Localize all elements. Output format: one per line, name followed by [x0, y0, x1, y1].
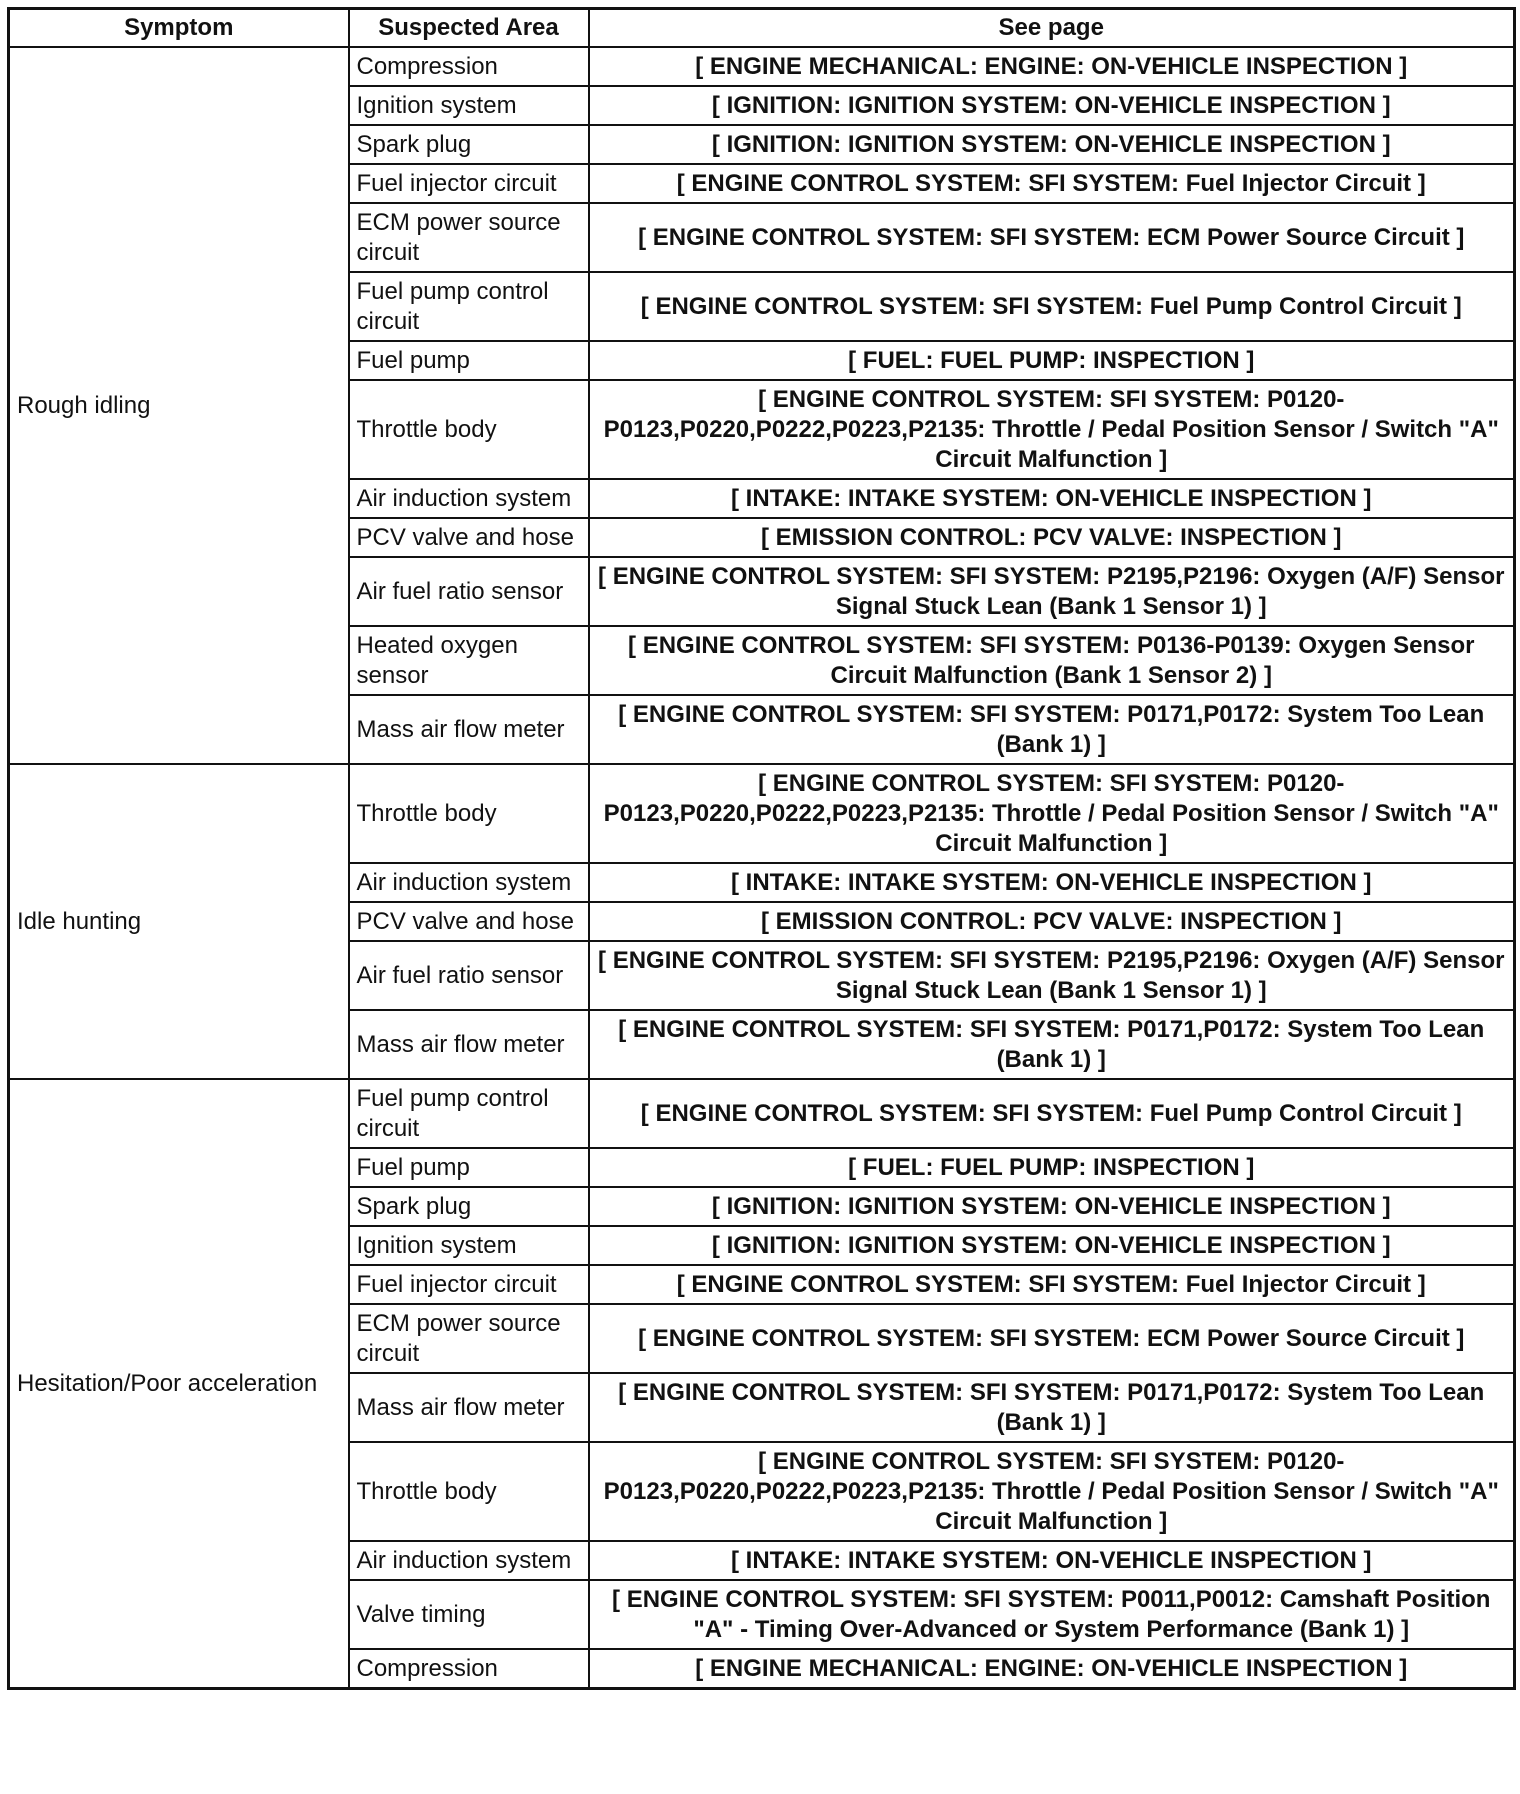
- table-header-row: [9, 9, 1515, 48]
- suspected-area-cell: Mass air flow meter: [349, 1373, 589, 1442]
- symptom-table: [7, 7, 1516, 1690]
- suspected-area-cell: PCV valve and hose: [349, 902, 589, 941]
- suspected-area-cell: ECM power source circuit: [349, 1304, 589, 1373]
- see-page-link[interactable]: [ INTAKE: INTAKE SYSTEM: ON-VEHICLE INSPECTION ]: [589, 479, 1515, 518]
- suspected-area-cell: ECM power source circuit: [349, 203, 589, 272]
- see-page-link[interactable]: [ ENGINE CONTROL SYSTEM: SFI SYSTEM: ECM Power Source Circuit ]: [589, 203, 1515, 272]
- see-page-link[interactable]: [ IGNITION: IGNITION SYSTEM: ON-VEHICLE INSPECTION ]: [589, 86, 1515, 125]
- see-page-link[interactable]: [ FUEL: FUEL PUMP: INSPECTION ]: [589, 341, 1515, 380]
- suspected-area-cell: Air induction system: [349, 863, 589, 902]
- suspected-area-cell: Spark plug: [349, 1187, 589, 1226]
- see-page-link[interactable]: [ ENGINE CONTROL SYSTEM: SFI SYSTEM: P0011,P0012: Camshaft Position "A" - Timing Over-Advanced or System Performance (Bank 1) ]: [589, 1580, 1515, 1649]
- see-page-link[interactable]: [ ENGINE CONTROL SYSTEM: SFI SYSTEM: ECM Power Source Circuit ]: [589, 1304, 1515, 1373]
- suspected-area-cell: Air induction system: [349, 1541, 589, 1580]
- suspected-area-cell: Throttle body: [349, 1442, 589, 1541]
- see-page-link[interactable]: [ ENGINE CONTROL SYSTEM: SFI SYSTEM: P0136-P0139: Oxygen Sensor Circuit Malfunction (Bank 1 Sensor 2) ]: [589, 626, 1515, 695]
- see-page-link[interactable]: [ ENGINE CONTROL SYSTEM: SFI SYSTEM: P2195,P2196: Oxygen (A/F) Sensor Signal Stuck Lean (Bank 1 Sensor 1) ]: [589, 557, 1515, 626]
- table-row: [9, 764, 1515, 863]
- suspected-area-cell: Compression: [349, 1649, 589, 1689]
- header-see-page: See page: [589, 9, 1515, 48]
- suspected-area-cell: Throttle body: [349, 380, 589, 479]
- see-page-link[interactable]: [ ENGINE CONTROL SYSTEM: SFI SYSTEM: P0120-P0123,P0220,P0222,P0223,P2135: Throttle / Pedal Position Sensor / Switch "A" Circuit Malfunction ]: [589, 764, 1515, 863]
- see-page-link[interactable]: [ ENGINE CONTROL SYSTEM: SFI SYSTEM: Fuel Pump Control Circuit ]: [589, 272, 1515, 341]
- suspected-area-cell: Mass air flow meter: [349, 695, 589, 764]
- see-page-link[interactable]: [ EMISSION CONTROL: PCV VALVE: INSPECTION ]: [589, 902, 1515, 941]
- suspected-area-cell: Mass air flow meter: [349, 1010, 589, 1079]
- see-page-link[interactable]: [ EMISSION CONTROL: PCV VALVE: INSPECTION ]: [589, 518, 1515, 557]
- header-suspected-area: Suspected Area: [349, 9, 589, 48]
- table-body: [9, 47, 1515, 1689]
- see-page-link[interactable]: [ ENGINE MECHANICAL: ENGINE: ON-VEHICLE INSPECTION ]: [589, 47, 1515, 86]
- suspected-area-cell: Heated oxygen sensor: [349, 626, 589, 695]
- see-page-link[interactable]: [ IGNITION: IGNITION SYSTEM: ON-VEHICLE INSPECTION ]: [589, 125, 1515, 164]
- see-page-link[interactable]: [ ENGINE CONTROL SYSTEM: SFI SYSTEM: P0171,P0172: System Too Lean (Bank 1) ]: [589, 695, 1515, 764]
- suspected-area-cell: Spark plug: [349, 125, 589, 164]
- see-page-link[interactable]: [ ENGINE CONTROL SYSTEM: SFI SYSTEM: Fuel Injector Circuit ]: [589, 1265, 1515, 1304]
- suspected-area-cell: Fuel pump control circuit: [349, 272, 589, 341]
- see-page-link[interactable]: [ ENGINE CONTROL SYSTEM: SFI SYSTEM: Fuel Injector Circuit ]: [589, 164, 1515, 203]
- suspected-area-cell: Ignition system: [349, 1226, 589, 1265]
- suspected-area-cell: Air induction system: [349, 479, 589, 518]
- table-row: [9, 1079, 1515, 1148]
- see-page-link[interactable]: [ IGNITION: IGNITION SYSTEM: ON-VEHICLE INSPECTION ]: [589, 1226, 1515, 1265]
- table-row: [9, 47, 1515, 86]
- see-page-link[interactable]: [ INTAKE: INTAKE SYSTEM: ON-VEHICLE INSPECTION ]: [589, 1541, 1515, 1580]
- suspected-area-cell: Throttle body: [349, 764, 589, 863]
- see-page-link[interactable]: [ ENGINE CONTROL SYSTEM: SFI SYSTEM: P0120-P0123,P0220,P0222,P0223,P2135: Throttle / Pedal Position Sensor / Switch "A" Circuit Malfunction ]: [589, 380, 1515, 479]
- symptom-cell: Idle hunting: [9, 764, 349, 1079]
- symptom-cell: Rough idling: [9, 47, 349, 764]
- see-page-link[interactable]: [ FUEL: FUEL PUMP: INSPECTION ]: [589, 1148, 1515, 1187]
- suspected-area-cell: Fuel pump control circuit: [349, 1079, 589, 1148]
- see-page-link[interactable]: [ ENGINE CONTROL SYSTEM: SFI SYSTEM: Fuel Pump Control Circuit ]: [589, 1079, 1515, 1148]
- suspected-area-cell: Air fuel ratio sensor: [349, 557, 589, 626]
- suspected-area-cell: Fuel pump: [349, 1148, 589, 1187]
- see-page-link[interactable]: [ IGNITION: IGNITION SYSTEM: ON-VEHICLE INSPECTION ]: [589, 1187, 1515, 1226]
- see-page-link[interactable]: [ ENGINE CONTROL SYSTEM: SFI SYSTEM: P0120-P0123,P0220,P0222,P0223,P2135: Throttle / Pedal Position Sensor / Switch "A" Circuit Malfunction ]: [589, 1442, 1515, 1541]
- suspected-area-cell: Valve timing: [349, 1580, 589, 1649]
- see-page-link[interactable]: [ ENGINE CONTROL SYSTEM: SFI SYSTEM: P0171,P0172: System Too Lean (Bank 1) ]: [589, 1010, 1515, 1079]
- header-symptom: Symptom: [9, 9, 349, 48]
- suspected-area-cell: Fuel injector circuit: [349, 164, 589, 203]
- suspected-area-cell: PCV valve and hose: [349, 518, 589, 557]
- suspected-area-cell: Air fuel ratio sensor: [349, 941, 589, 1010]
- see-page-link[interactable]: [ ENGINE CONTROL SYSTEM: SFI SYSTEM: P0171,P0172: System Too Lean (Bank 1) ]: [589, 1373, 1515, 1442]
- symptom-cell: Hesitation/Poor acceleration: [9, 1079, 349, 1689]
- suspected-area-cell: Fuel injector circuit: [349, 1265, 589, 1304]
- see-page-link[interactable]: [ ENGINE CONTROL SYSTEM: SFI SYSTEM: P2195,P2196: Oxygen (A/F) Sensor Signal Stuck Lean (Bank 1 Sensor 1) ]: [589, 941, 1515, 1010]
- suspected-area-cell: Ignition system: [349, 86, 589, 125]
- document-page: [7, 7, 1513, 1690]
- suspected-area-cell: Fuel pump: [349, 341, 589, 380]
- see-page-link[interactable]: [ INTAKE: INTAKE SYSTEM: ON-VEHICLE INSPECTION ]: [589, 863, 1515, 902]
- suspected-area-cell: Compression: [349, 47, 589, 86]
- see-page-link[interactable]: [ ENGINE MECHANICAL: ENGINE: ON-VEHICLE INSPECTION ]: [589, 1649, 1515, 1689]
